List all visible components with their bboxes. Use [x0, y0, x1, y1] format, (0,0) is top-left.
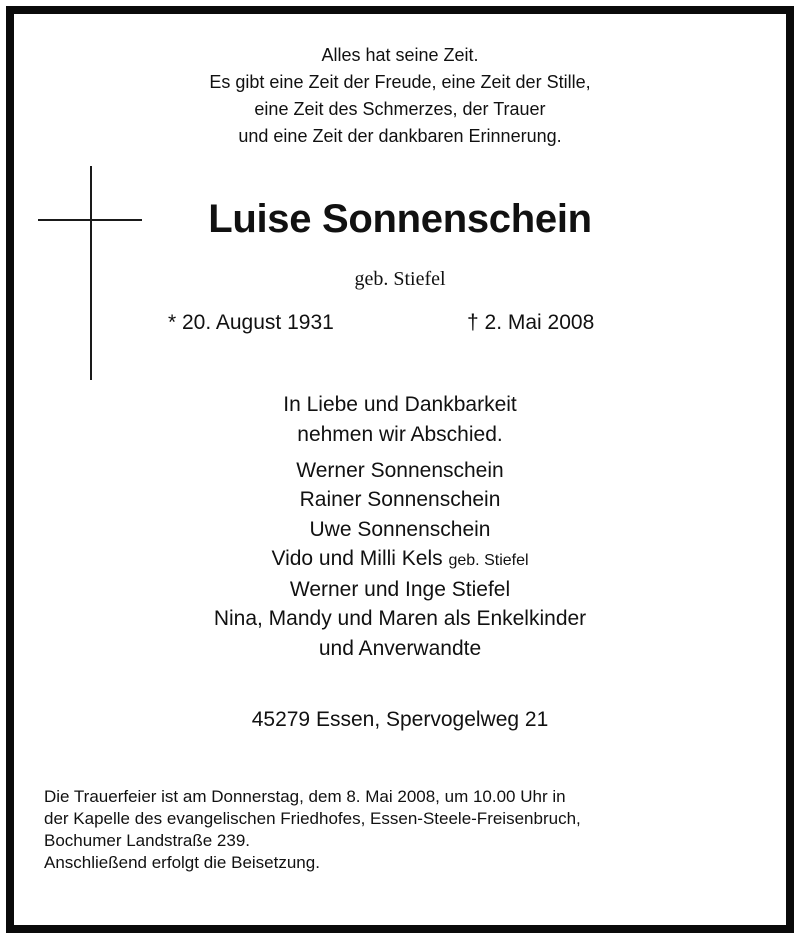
service-line: Bochumer Landstraße 239.	[44, 831, 251, 850]
mourner-entry	[0, 544, 800, 575]
farewell-line: In Liebe und Dankbarkeit	[283, 393, 517, 416]
deceased-name: Luise Sonnenschein	[208, 197, 592, 241]
mourner-maiden-note: geb. Stiefel	[448, 551, 529, 569]
maiden-name: geb. Stiefel	[354, 268, 446, 290]
mourner-names: Vido und Milli Kels	[271, 546, 443, 570]
funeral-service-info	[44, 786, 764, 874]
mourner-entry: Werner Sonnenschein	[296, 459, 504, 482]
service-line: Anschließend erfolgt die Beisetzung.	[44, 853, 320, 872]
mourner-entry: und Anverwandte	[318, 636, 482, 660]
birth-date: * 20. August 1931	[168, 311, 334, 334]
farewell-text	[0, 390, 800, 450]
service-line: Die Trauerfeier ist am Donnerstag, dem 8. Mai 2008, um 10.00 Uhr in	[44, 787, 566, 806]
motto-line: Es gibt eine Zeit der Freude, eine Zeit der Stille,	[209, 72, 591, 92]
farewell-line: nehmen wir Abschied.	[297, 423, 503, 446]
motto-line: und eine Zeit der dankbaren Erinnerung.	[238, 126, 562, 146]
motto-line: eine Zeit des Schmerzes, der Trauer	[254, 99, 546, 119]
mourner-entry: Uwe Sonnenschein	[309, 517, 491, 541]
mourner-entry: Nina, Mandy und Maren als Enkelkinder	[213, 607, 587, 631]
motto-line: Alles hat seine Zeit.	[321, 45, 479, 65]
mourner-entry: Werner und Inge Stiefel	[289, 578, 511, 602]
mourner-entry: Rainer Sonnenschein	[299, 488, 501, 512]
motto-verse	[0, 42, 800, 150]
death-date: † 2. Mai 2008	[467, 311, 595, 334]
mourners-list	[0, 456, 800, 663]
service-line: der Kapelle des evangelischen Friedhofes, Essen-Steele-Freisenbruch,	[44, 809, 581, 828]
family-address: 45279 Essen, Spervogelweg 21	[251, 708, 549, 731]
